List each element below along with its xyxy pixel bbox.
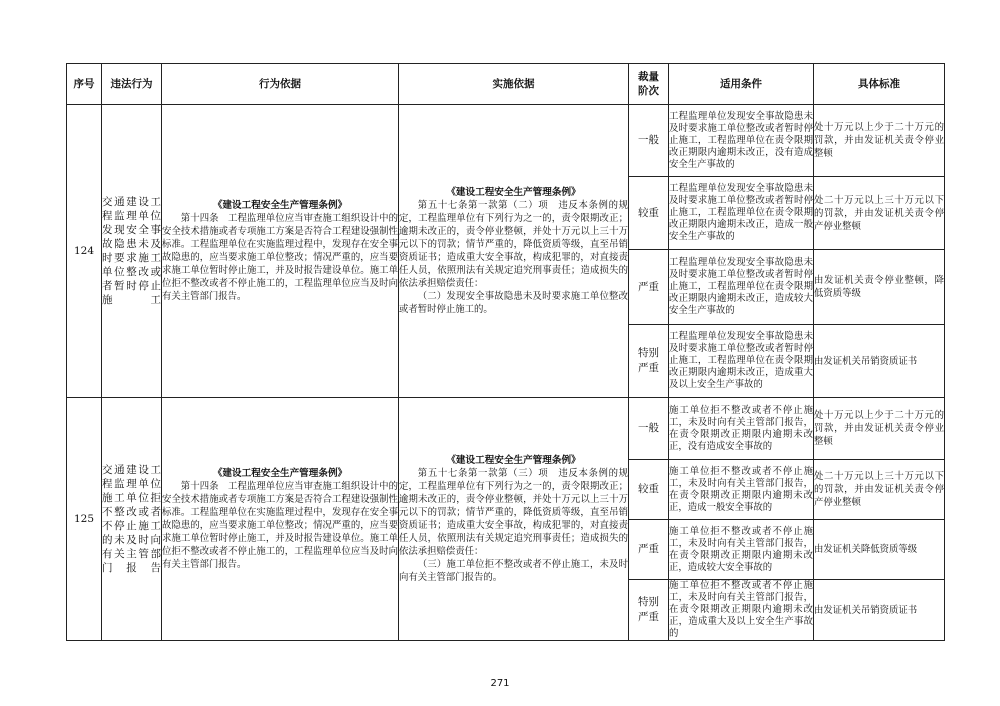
level-cell: 较重 [629, 460, 669, 520]
row-number: 124 [67, 105, 102, 398]
basis-law-title: 《建设工程安全生产管理条例》 [212, 200, 348, 211]
impl-cell [399, 398, 629, 641]
condition-cell: 施工单位拒不整改或者不停止施工，未及时向有关主管部门报告，在责令限期改正期限内逾期未改正，造成一般安全事故的 [669, 460, 814, 520]
basis-text: 第十四条 工程监理单位应当审查施工组织设计中的安全技术措施或者专项施工方案是否符合工程建设强制性标准。工程监理单位在实施监理过程中，发现存在安全事故隐患的，应当要求施工单位整改；情况严重的，应当要求施工单位暂时停止施工，并及时报告建设单位。施工单位拒不整改或者不停止施工的，工程监理单位应当及时向有关主管部门报告。 [162, 481, 398, 570]
condition-cell: 工程监理单位发现安全事故隐患未及时要求施工单位整改或者暂时停止施工，工程监理单位在责令限期改正期限内逾期未改正，造成重大及以上安全生产事故的 [669, 325, 814, 398]
impl-law-title: 《建设工程安全生产管理条例》 [446, 187, 581, 198]
header-row [67, 64, 945, 105]
condition-cell: 施工单位拒不整改或者不停止施工，未及时向有关主管部门报告，在责令限期改正期限内逾期未改正，造成重大及以上安全生产事故的 [669, 580, 813, 639]
basis-cell [162, 398, 399, 641]
basis-law-title: 《建设工程安全生产管理条例》 [212, 468, 348, 479]
header-std: 具体标准 [814, 64, 945, 105]
standard-cell: 由发证机关降低资质等级 [814, 520, 945, 580]
standard-cell: 由发证机关吊销资质证书 [814, 580, 945, 641]
impl-text: 第五十七条第一款第（三）项 违反本条例的规定，工程监理单位有下列行为之一的，责令限期改正；逾期未改正的，责令停业整顿，并处十万元以上三十万元以下的罚款；情节严重的，降低资质等级，直至吊销资质证书；造成重大安全事故，构成犯罪的，对直接责任人员，依照刑法有关规定追究刑事责任；造成损失的依法承担赔偿责任： [399, 468, 628, 557]
standard-cell: 处二十万元以上三十万元以下的罚款，并由发证机关责令停产停业整顿 [814, 177, 945, 250]
level-cell: 严重 [629, 520, 669, 580]
condition-cell: 工程监理单位发现安全事故隐患未及时要求施工单位整改或者暂时停止施工，工程监理单位在责令限期改正期限内逾期未改正，没有造成安全生产事故的 [669, 105, 814, 177]
regulation-table [66, 63, 945, 641]
basis-cell [162, 105, 399, 398]
header-num: 序号 [67, 64, 102, 105]
header-level: 裁量 阶次 [629, 64, 669, 105]
condition-cell: 施工单位拒不整改或者不停止施工，未及时向有关主管部门报告，在责令限期改正期限内逾期未改正，没有造成安全事故的 [669, 398, 814, 460]
level-cell: 特别严重 [629, 325, 669, 398]
table-row [67, 105, 945, 177]
standard-cell: 处十万元以上少于二十万元的罚款，并由发证机关责令停业整顿 [814, 105, 945, 177]
level-cell: 一般 [629, 105, 669, 177]
standard-cell: 由发证机关吊销资质证书 [814, 325, 945, 398]
condition-cell: 施工单位拒不整改或者不停止施工，未及时向有关主管部门报告，在责令限期改正期限内逾期未改正，造成较大安全事故的 [669, 520, 814, 580]
basis-text: 第十四条 工程监理单位应当审查施工组织设计中的安全技术措施或者专项施工方案是否符合工程建设强制性标准。工程监理单位在实施监理过程中，发现存在安全事故隐患的，应当要求施工单位整改；情况严重的，应当要求施工单位暂时停止施工，并及时报告建设单位。施工单位拒不整改或者不停止施工的，工程监理单位应当及时向有关主管部门报告。 [162, 213, 398, 302]
header-act: 违法行为 [102, 64, 162, 105]
level-cell: 一般 [629, 398, 669, 460]
condition-cell: 工程监理单位发现安全事故隐患未及时要求施工单位整改或者暂时停止施工，工程监理单位在责令限期改正期限内逾期未改正，造成一般安全生产事故的 [669, 177, 814, 250]
violation-cell: 交通建设工程监理单位发现安全事故隐患未及时要求施工单位整改或者暂时停止施工 [102, 105, 162, 398]
condition-cell: 工程监理单位发现安全事故隐患未及时要求施工单位整改或者暂时停止施工，工程监理单位在责令限期改正期限内逾期未改正，造成较大安全生产事故的 [669, 250, 814, 325]
level-cell: 严重 [629, 250, 669, 325]
page-number: 271 [490, 678, 510, 689]
impl-cell [399, 105, 629, 398]
violation-cell: 交通建设工程监理单位施工单位拒不整改或者不停止施工的未及时向有关主管部门报告 [102, 398, 162, 641]
standard-cell: 由发证机关责令停业整顿，降低资质等级 [814, 250, 945, 325]
impl-law-title: 《建设工程安全生产管理条例》 [446, 455, 581, 466]
impl-item: （三）施工单位拒不整改或者不停止施工，未及时向有关主管部门报告的。 [399, 559, 628, 583]
standard-cell: 处十万元以上少于二十万元的罚款，并由发证机关责令停业整顿 [814, 398, 945, 460]
header-basis: 行为依据 [162, 64, 399, 105]
impl-item: （二）发现安全事故隐患未及时要求施工单位整改或者暂时停止施工的。 [399, 291, 628, 315]
header-impl: 实施依据 [399, 64, 629, 105]
level-cell: 特别严重 [629, 580, 669, 641]
row-number: 125 [67, 398, 102, 641]
header-cond: 适用条件 [669, 64, 814, 105]
level-cell: 较重 [629, 177, 669, 250]
table-row [67, 398, 945, 460]
standard-cell: 处二十万元以上三十万元以下的罚款，并由发证机关责令停产停业整顿 [814, 460, 945, 520]
impl-text: 第五十七条第一款第（二）项 违反本条例的规定，工程监理单位有下列行为之一的，责令限期改正；逾期未改正的，责令停业整顿，并处十万元以上三十万元以下的罚款；情节严重的，降低资质等级，直至吊销资质证书；造成重大安全事故，构成犯罪的，对直接责任人员，依照刑法有关规定追究刑事责任；造成损失的依法承担赔偿责任： [399, 200, 628, 289]
